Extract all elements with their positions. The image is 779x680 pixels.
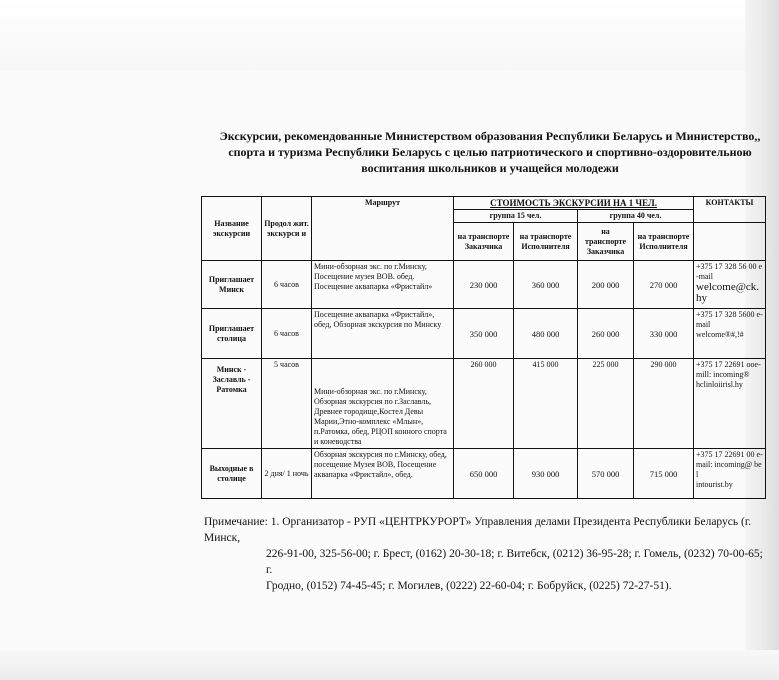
contact-phone: +375 17 22691 ooe-mill: incoming® <box>696 360 761 379</box>
header-name: Название экскурсии <box>202 197 262 261</box>
contact-email: intourist.by <box>696 480 733 489</box>
header-duration: Продол жит. экскурси и <box>262 197 312 261</box>
scan-top-edge <box>0 0 779 70</box>
excursion-duration: 5 часов <box>262 359 312 449</box>
excursion-duration: 6 часов <box>262 261 312 309</box>
header-g15-customer: на транспорте Заказчика <box>454 223 514 261</box>
price-g15-customer: 650 000 <box>454 449 514 499</box>
contact-cell <box>694 261 766 309</box>
header-contacts: КОНТАКТЫ <box>694 197 766 223</box>
header-route: Маршрут <box>312 197 454 261</box>
excursion-route: Мини-обзорная экс. по г.Минску, Посещение музея ВОВ. обед. Посещение аквапарка «Фристайл» <box>312 261 454 309</box>
table-row <box>202 309 766 359</box>
note-line-2: 226-91-00, 325-56-00; г. Брест, (0162) 20-30-18; г. Витебск, (0212) 36-95-28; г. Гомель, (0232) 70-00-65; г. <box>266 548 763 576</box>
contact-phone: +375 17 22691 00 e-mail: incoming@ bel <box>696 450 763 479</box>
contact-cell <box>694 309 766 359</box>
footnote <box>204 514 764 594</box>
header-g40-executor: на транспорте Исполнителя <box>634 223 694 261</box>
title-line-1: Экскурсии, рекомендованные Министерством образования Республики Беларусь и Министерство,, <box>219 129 761 143</box>
excursion-route: Посещение аквапарка «Фристайл», обед, Обзорная экскурсия по Минску <box>312 309 454 359</box>
price-g15-executor: 930 000 <box>514 449 578 499</box>
note-line-3: Гродно, (0152) 74-45-45; г. Могилев, (0222) 22-60-04; г. Бобруйск, (0225) 72-27-51). <box>266 580 672 592</box>
price-g15-customer: 260 000 <box>454 359 514 449</box>
title-line-2: спорта и туризма Республики Беларусь с целью патриотического и спортивно-оздоровительною <box>228 145 752 159</box>
note-line-1: 1. Организатор - РУП «ЦЕНТРКУРОРТ» Управления делами Президента Республики Беларусь (г. Минск, <box>204 516 752 544</box>
scan-bottom-edge <box>0 650 779 680</box>
contacts-blank-cell <box>694 223 766 261</box>
note-label: Примечание: <box>204 516 268 528</box>
price-g15-customer: 230 000 <box>454 261 514 309</box>
price-g40-customer: 225 000 <box>578 359 634 449</box>
contact-email: welcome@ck.hy <box>696 281 760 304</box>
header-cost: СТОИМОСТЬ ЭКСКУРСИИ НА 1 ЧЕЛ. <box>454 197 694 210</box>
price-g40-executor: 715 000 <box>634 449 694 499</box>
price-g15-executor: 360 000 <box>514 261 578 309</box>
document-title <box>210 128 770 176</box>
table-row <box>202 359 766 449</box>
table-row <box>202 261 766 309</box>
header-group-40: группа 40 чел. <box>578 210 694 223</box>
excursion-name: Минск - Заславль - Ратомка <box>202 359 262 449</box>
contact-cell <box>694 449 766 499</box>
excursion-route: Обзорная экскурсия по г.Минску, обед, посещение Музея ВОВ, Посещение аквапарка «Фристайл», обед. <box>312 449 454 499</box>
excursion-route: Мини-обзорная экс. по г.Минску, Обзорная экскурсия по г.Заславль, Древнее городище,Костел Девы Марии,Этно-комплекс «Млын», п.Ратомка, обед, РЦОП конного спорта и коневодства <box>312 359 454 449</box>
price-g40-customer: 570 000 <box>578 449 634 499</box>
contact-phone: +375 17 328 56 00 e-mail <box>696 262 763 281</box>
table-row <box>202 449 766 499</box>
contact-cell <box>694 359 766 449</box>
price-g40-executor: 270 000 <box>634 261 694 309</box>
contact-email: welcome®#,!# <box>696 330 744 339</box>
price-g15-executor: 415 000 <box>514 359 578 449</box>
header-g15-executor: на транспорте Исполнителя <box>514 223 578 261</box>
price-g15-executor: 480 000 <box>514 309 578 359</box>
price-g40-customer: 200 000 <box>578 261 634 309</box>
title-line-3: воспитания школьников и учащейся молодежи <box>361 161 619 175</box>
excursions-table <box>201 196 766 499</box>
price-g40-customer: 260 000 <box>578 309 634 359</box>
excursion-name: Приглашает столица <box>202 309 262 359</box>
price-g15-customer: 350 000 <box>454 309 514 359</box>
excursion-duration: 2 дня/ 1 ночь <box>262 449 312 499</box>
excursion-name: Выходные в столице <box>202 449 262 499</box>
excursion-duration: 6 часов <box>262 309 312 359</box>
excursion-name: Приглашает Минск <box>202 261 262 309</box>
contact-email: hclinloiirisl.hy <box>696 380 743 389</box>
header-g40-customer: на транспорте Заказчика <box>578 223 634 261</box>
price-g40-executor: 290 000 <box>634 359 694 449</box>
contact-phone: +375 17 328 5600 e-mail <box>696 310 763 329</box>
header-group-15: группа 15 чел. <box>454 210 578 223</box>
price-g40-executor: 330 000 <box>634 309 694 359</box>
